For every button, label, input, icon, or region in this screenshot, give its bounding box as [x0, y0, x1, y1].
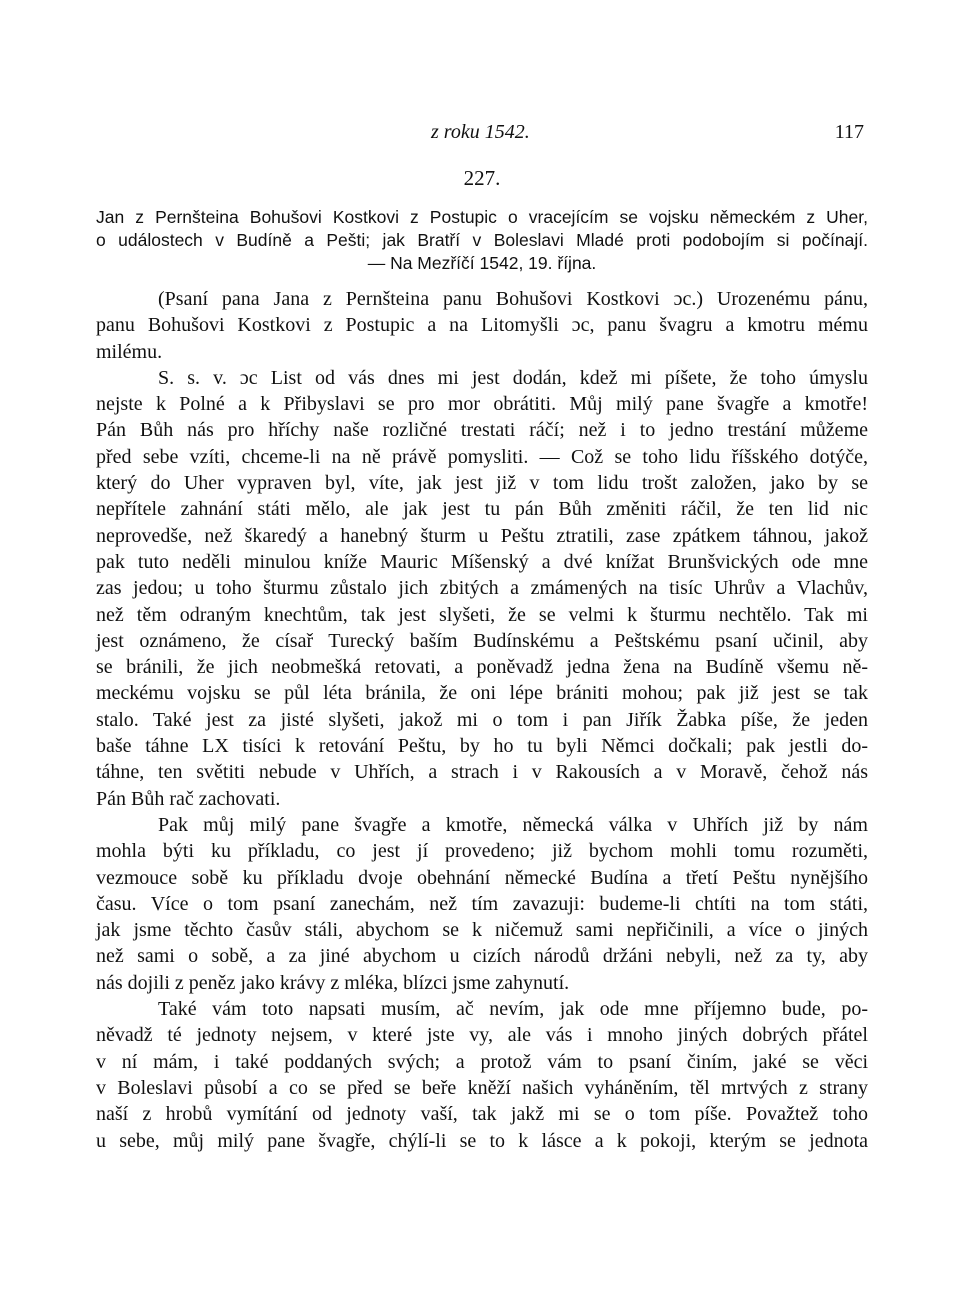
- document-heading: [96, 206, 868, 275]
- heading-line: — Na Mezříčí 1542, 19. října.: [367, 253, 597, 273]
- heading-line: Jan z Pernšteina Bohušovi Kostkovi z Postupic o vracejícím se vojsku německém z Uher,: [96, 207, 868, 227]
- document-page: [96, 0, 868, 1302]
- text-line: nepřítele zahnání státi mělo, ale jak jest tu pán Bůh změniti ráčil, že ten lid nic: [96, 498, 868, 521]
- text-line: mohla býti ku příkladu, co jest jí provedeno; již bychom mohli tomu rozuměti,: [96, 840, 868, 863]
- address-paragraph: [96, 286, 868, 365]
- page-number: 117: [834, 121, 864, 143]
- paragraph-3: [96, 996, 868, 1154]
- text-line: neprovedše, než škaredý a hanebný šturm u Peštu ztratili, zase zpátkem táhnou, jakož: [96, 524, 868, 547]
- text-line: táhne, ten světiti nebude v Uhřích, a strach i v Rakousích a v Moravě, čehož nás: [96, 761, 868, 784]
- text-line: baše táhne LX tisíci k retování Peštu, by ho tu byli Němci dočkali; pak jestli do-: [96, 735, 868, 758]
- document-number: 227.: [463, 166, 501, 190]
- text-line: Pán Bůh rač zachovati.: [96, 787, 281, 810]
- text-line: pak tuto neděli minulou kníže Mauric Míšenský a dvé knížat Brunšvických ode mne: [96, 550, 868, 573]
- heading-line: o událostech v Budíně a Pešti; jak Bratří v Boleslavi Mladé proti podobojím si počínají.: [96, 230, 868, 250]
- text-line: (Psaní pana Jana z Pernšteina panu Bohušovi Kostkovi ɔc.) Urozenému pánu,: [158, 288, 868, 310]
- text-line: milému.: [96, 340, 163, 363]
- text-line: zas jedou; u toho šturmu zůstalo jich zbitých a zmámených na tisíc Uhrův a Vlachův,: [96, 577, 868, 600]
- text-line: u sebe, můj milý pane švagře, chýlí-li se to k lásce a k pokoji, kterým se jednota: [96, 1129, 868, 1152]
- text-line: se bránili, že jich neobmešká retovati, a poněvadž jedna žena na Budíně všemu ně-: [96, 656, 868, 679]
- letter-body: [96, 286, 868, 1154]
- text-line: než těm odraným knechtům, tak jest slyšeti, že se velmi k šturmu nechtělo. Tak mi: [96, 603, 868, 626]
- paragraph-1: [96, 365, 868, 812]
- text-line: času. Více o tom psaní zanechám, než tím zavazuji: budeme-li chtíti na tom státi,: [96, 892, 868, 915]
- text-line: než sami o sobě, a za jiné abychom u cizích národů držáni nebyli, než za ty, aby: [96, 945, 868, 968]
- text-line: Také vám toto napsati musím, ač nevím, jak ode mne příjemno bude, po-: [158, 998, 868, 1021]
- running-title: z roku 1542.: [431, 121, 530, 143]
- paragraph-2: [96, 812, 868, 996]
- text-line: jest oznámeno, že císař Turecký baším Budínskému a Peštskému psaní učinil, aby: [96, 629, 868, 652]
- text-line: před sebe vzíti, chceme-li na ně právě pomysliti. — Což se toho lidu říšského dotýče,: [96, 445, 868, 468]
- text-line: v ní mám, i také poddaných svých; a protož vám to psaní činím, jaké se věci: [96, 1050, 868, 1073]
- text-line: v Boleslavi působí a co se před se beře kněží našich vyháněním, těl mrtvých z strany: [96, 1076, 868, 1099]
- running-head: [96, 121, 868, 151]
- text-line: nás dojili z peněz jako krávy z mléka, blízci jsme zahynutí.: [96, 971, 570, 994]
- text-line: Pak můj milý pane švagře a kmotře, německá válka v Uhřích již by nám: [158, 813, 868, 836]
- text-line: meckému vojsku se půl léta bránila, že oni lépe brániti mohou; pak již jest se tak: [96, 682, 868, 705]
- text-line: Pán Bůh nás pro hříchy naše rozličné trestati ráčí; než i to jedno trestání můžeme: [96, 419, 868, 442]
- text-line: S. s. v. ɔc List od vás dnes mi jest dodán, kdež mi píšete, že toho úmyslu: [158, 366, 868, 389]
- text-line: naší z hrobů vymítání od jednoty vaší, tak jakž mi se o tom píše. Považtež toho: [96, 1103, 868, 1126]
- text-line: který do Uher vypraven byl, víte, jak jest již v tom lidu trošt založen, jako by se: [96, 472, 868, 495]
- text-line: vezmouce sobě ku příkladu dvoje obehnání německé Budína a třetí Peštu nynějšího: [96, 866, 868, 889]
- text-line: nejste k Polné a k Přibyslavi se pro mor obrátiti. Můj milý pane švagře a kmotře!: [96, 393, 868, 416]
- text-line: panu Bohušovi Kostkovi z Postupic a na Litomyšli ɔc, panu švagru a kmotru mému: [96, 314, 868, 337]
- text-line: jak jsme těchto časův stáli, abychom se k ničemuž sami nepřičinili, a více o jiných: [96, 919, 868, 942]
- text-line: stalo. Také jest za jisté slyšeti, jakož mi o tom i pan Jiřík Žabka píše, že jeden: [96, 708, 868, 731]
- text-line: něvadž té jednoty nejsem, v které jste vy, ale vás i mnoho jiných dobrých přátel: [96, 1024, 868, 1047]
